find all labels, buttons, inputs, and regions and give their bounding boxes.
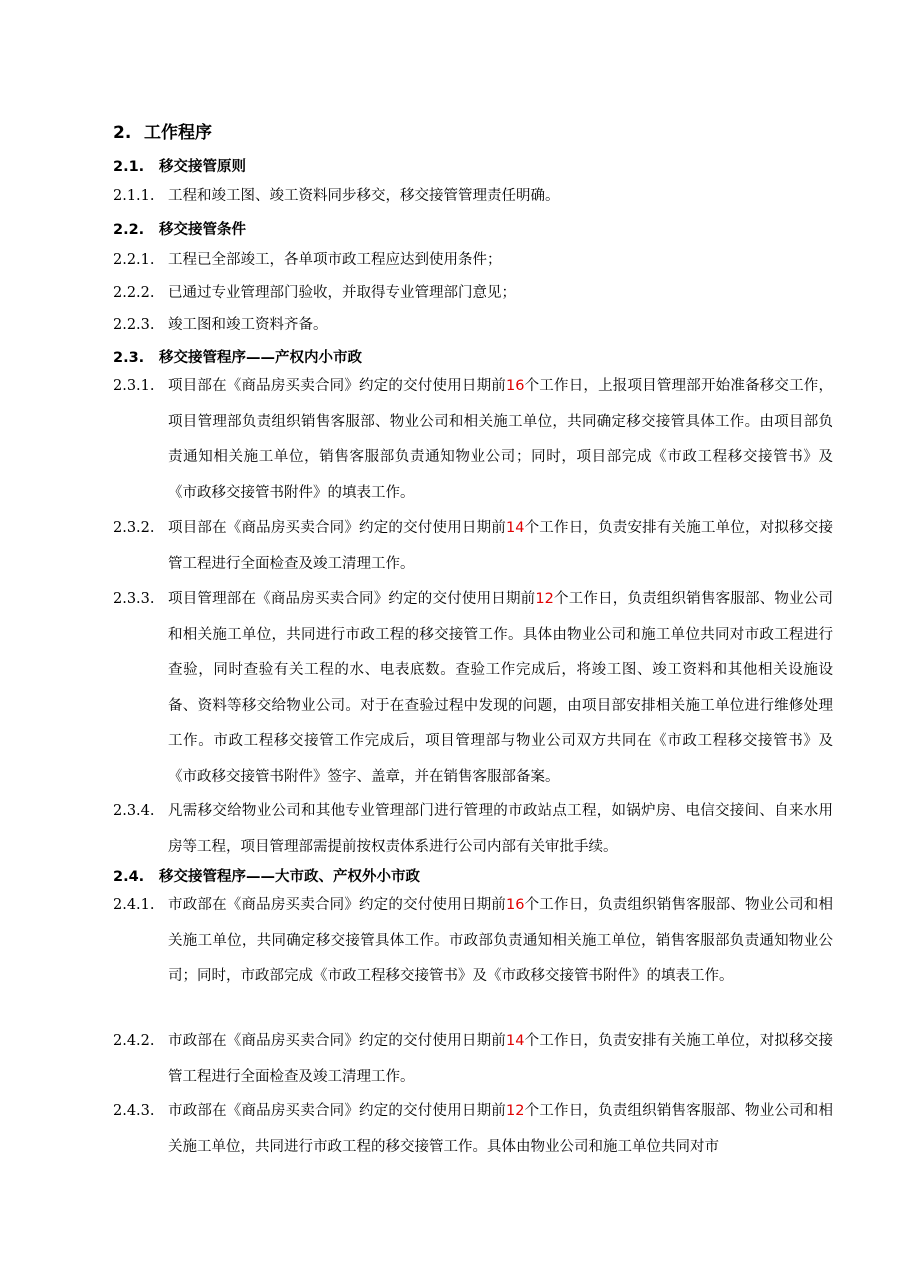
clause-item	[113, 315, 833, 335]
clause-item	[113, 186, 833, 206]
section-number: 2.	[113, 123, 132, 143]
subsection-title: 移交接管原则	[159, 159, 246, 175]
subsection-heading	[113, 346, 362, 367]
clause-item	[113, 283, 833, 303]
subsection-number: 2.1.	[113, 159, 145, 175]
subsection-title: 移交接管条件	[159, 222, 246, 238]
clause-item	[113, 582, 833, 795]
clause-text: 项目管理部在《商品房买卖合同》约定的交付使用日期前12个工作日，负责组织销售客服部、物业公司和相关施工单位，共同进行市政工程的移交接管工作。具体由物业公司和施工单位共同对市政工程进行查验，同时查验有关工程的水、电表底数。查验工作完成后，将竣工图、竣工资料和其他相关设施设备、资料等移交给物业公司。对于在查验过程中发现的问题，由项目部安排相关施工单位进行维修处理工作。市政工程移交接管工作完成后，项目管理部与物业公司双方共同在《市政工程移交接管书》及《市政移交接管书附件》签字、盖章，并在销售客服部备案。	[168, 591, 834, 785]
clause-item	[113, 888, 833, 995]
clause-number: 2.3.4.	[113, 803, 155, 819]
clause-number: 2.4.2.	[113, 1033, 155, 1049]
clause-text: 市政部在《商品房买卖合同》约定的交付使用日期前16个工作日，负责组织销售客服部、物业公司和相关施工单位，共同确定移交接管具体工作。市政部负责通知相关施工单位，销售客服部负责通知物业公司；同时，市政部完成《市政工程移交接管书》及《市政移交接管书附件》的填表工作。	[168, 897, 833, 984]
clause-number: 2.2.1.	[113, 252, 155, 268]
clause-item	[113, 1024, 833, 1095]
subsection-number: 2.4.	[113, 869, 145, 885]
section-title: 工作程序	[144, 123, 212, 143]
clause-item	[113, 511, 833, 582]
clause-text: 工程和竣工图、竣工资料同步移交，移交接管管理责任明确。	[168, 188, 560, 204]
clause-text: 项目部在《商品房买卖合同》约定的交付使用日期前16个工作日，上报项目管理部开始准备移交工作，项目管理部负责组织销售客服部、物业公司和相关施工单位，共同确定移交接管具体工作。由项目部负责通知相关施工单位，销售客服部负责通知物业公司；同时，项目部完成《市政工程移交接管书》及《市政移交接管书附件》的填表工作。	[168, 378, 833, 501]
workday-count: 14	[505, 1033, 525, 1049]
clause-item	[113, 250, 833, 270]
subsection-title: 移交接管程序——产权内小市政	[159, 350, 362, 366]
clause-text: 市政部在《商品房买卖合同》约定的交付使用日期前12个工作日，负责组织销售客服部、物业公司和相关施工单位，共同进行市政工程的移交接管工作。具体由物业公司和施工单位共同对市	[168, 1103, 833, 1155]
workday-count: 16	[505, 897, 525, 913]
clause-number: 2.1.1.	[113, 188, 155, 204]
workday-count: 16	[505, 378, 525, 394]
subsection-number: 2.2.	[113, 222, 145, 238]
clause-number: 2.4.3.	[113, 1103, 155, 1119]
clause-item	[113, 794, 833, 865]
subsection-title: 移交接管程序——大市政、产权外小市政	[159, 869, 420, 885]
clause-text: 凡需移交给物业公司和其他专业管理部门进行管理的市政站点工程，如锅炉房、电信交接间、自来水用房等工程，项目管理部需提前按权责体系进行公司内部有关审批手续。	[168, 803, 833, 855]
subsection-heading	[113, 218, 246, 239]
workday-count: 14	[505, 520, 525, 536]
clause-number: 2.3.3.	[113, 591, 155, 607]
workday-count: 12	[505, 1103, 525, 1119]
clause-number: 2.3.1.	[113, 378, 155, 394]
subsection-number: 2.3.	[113, 350, 145, 366]
subsection-heading	[113, 865, 420, 886]
clause-item	[113, 1094, 833, 1165]
clause-text: 竣工图和竣工资料齐备。	[168, 317, 328, 333]
workday-count: 12	[535, 591, 554, 607]
clause-text: 市政部在《商品房买卖合同》约定的交付使用日期前14个工作日，负责安排有关施工单位，对拟移交接管工程进行全面检查及竣工清理工作。	[168, 1033, 833, 1085]
clause-number: 2.2.3.	[113, 317, 155, 333]
clause-text: 项目部在《商品房买卖合同》约定的交付使用日期前14个工作日，负责安排有关施工单位，对拟移交接管工程进行全面检查及竣工清理工作。	[168, 520, 833, 572]
clause-text: 已通过专业管理部门验收，并取得专业管理部门意见；	[168, 285, 516, 301]
clause-number: 2.2.2.	[113, 285, 155, 301]
clause-number: 2.3.2.	[113, 520, 155, 536]
subsection-heading	[113, 155, 246, 176]
clause-number: 2.4.1.	[113, 897, 155, 913]
section-heading	[113, 118, 212, 143]
clause-text: 工程已全部竣工，各单项市政工程应达到使用条件；	[168, 252, 502, 268]
clause-item	[113, 369, 833, 511]
